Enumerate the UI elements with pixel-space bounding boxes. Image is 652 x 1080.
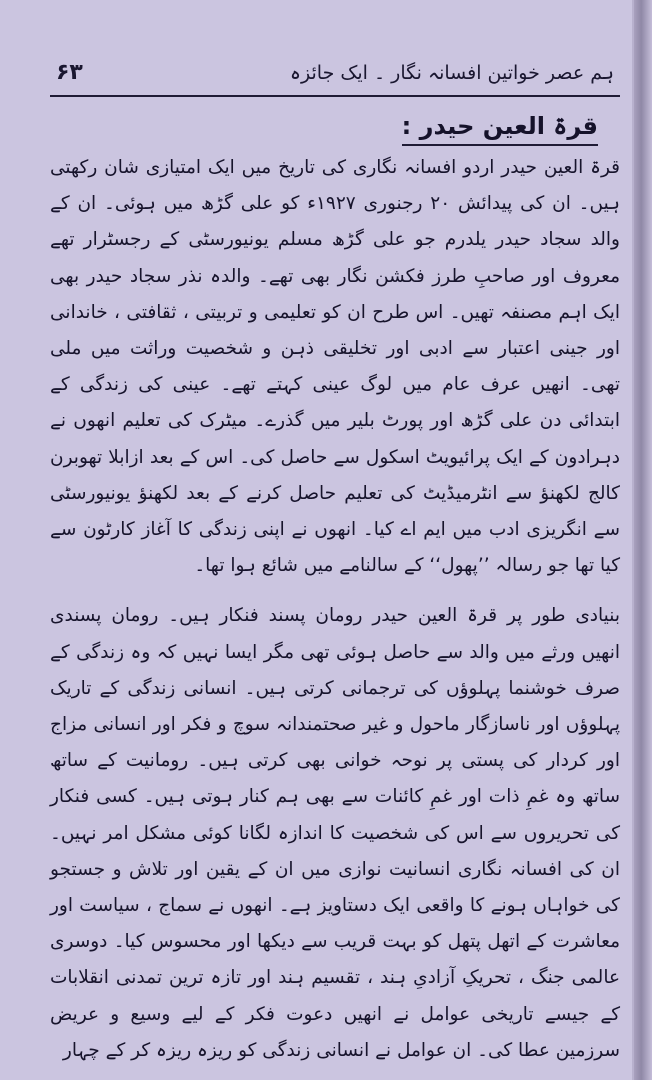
section-heading: قرۃ العین حیدر : (402, 112, 598, 146)
paragraph: بنیادی طور پر قرۃ العین حیدر رومان پسند فنکار ہیں۔ رومان پسندی انھیں ورثے میں والد سے حاصل ہوئی تھی مگر ایسا نہیں کہ وہ زندگی کے صرف خوشنما پہلوؤں کی ترجمانی کرتی ہیں۔ انسانی زندگی کے تاریک پہلوؤں اور ناسازگار ماحول و غیر صحتمندانہ سوچ و فکر اور انسانی مزاج اور کردار کی پستی پر نوحہ خوانی بھی کرتی ہیں۔ رومانیت کے ساتھ ساتھ وہ غمِ ذات اور غمِ کائنات سے بھی ہم کنار ہوتی ہیں۔ کسی فنکار کی تحریروں سے اس کی شخصیت کا اندازہ لگانا کوئی مشکل امر نہیں۔ ان کی افسانہ نگاری انسانیت نوازی میں ان کے یقین اور تلاش و جستجو کی خواہاں ہونے کا واقعی ایک دستاویز ہے۔ انھوں نے سماج ، سیاست اور معاشرت کے اتھل پتھل کو بہت قریب سے دیکھا اور محسوس کیا۔ دوسری عالمی جنگ ، تحریکِ آزادیِ ہند ، تقسیم ہند اور تازہ ترین تمدنی انقلابات کے جیسے تاریخی عوامل نے انھیں دعوت فکر کے لیے وسیع و عریض سرزمین عطا کی۔ ان عوامل نے انسانی زندگی کو ریزہ ریزہ کر کے چہار (50, 605, 620, 1061)
page-number: ۶۳ (56, 60, 83, 85)
page-header (50, 58, 620, 92)
header-rule (50, 95, 620, 97)
book-gutter (634, 0, 652, 1080)
running-title: ہم عصر خواتین افسانہ نگار ۔ ایک جائزہ (289, 62, 614, 84)
paragraph: قرۃ العین حیدر اردو افسانہ نگاری کی تاریخ میں ایک امتیازی شان رکھتی ہیں۔ ان کی پیدائش ۲۰ رجنوری ۱۹۲۷ء کو علی گڑھ میں ہوئی۔ ان کے والد سجاد حیدر یلدرم جو علی گڑھ مسلم یونیورسٹی کے رجسٹرار تھے معروف اور صاحبِ طرز فکشن نگار بھی تھے۔ والدہ نذر سجاد حیدر بھی ایک اہم مصنفہ تھیں۔ اس طرح ان کو تعلیمی و تربیتی ، ثقافتی ، خاندانی اور جینی اعتبار سے ادبی اور تخلیقی ذہن و شخصیت وراثت میں ملی تھی۔ انھیں عرف عام میں لوگ عینی کہتے تھے۔ عینی کی زندگی کے ابتدائی دن علی گڑھ اور پورٹ بلیر میں گذرے۔ میٹرک کی تعلیم انھوں نے دہرادون کے ایک پرائیویٹ اسکول سے حاصل کی۔ اس کے بعد ازابلا تھوبرن کالج لکھنؤ سے انٹرمیڈیٹ کی تعلیم حاصل کرنے کے بعد لکھنؤ یونیورسٹی سے انگریزی ادب میں ایم اے کیا۔ انھوں نے اپنی زندگی کا آغاز کارٹون سے کیا تھا جو رسالہ ’’پھول‘‘ کے سالنامے میں شائع ہوا تھا۔ (50, 157, 620, 577)
body-text (50, 150, 620, 1069)
